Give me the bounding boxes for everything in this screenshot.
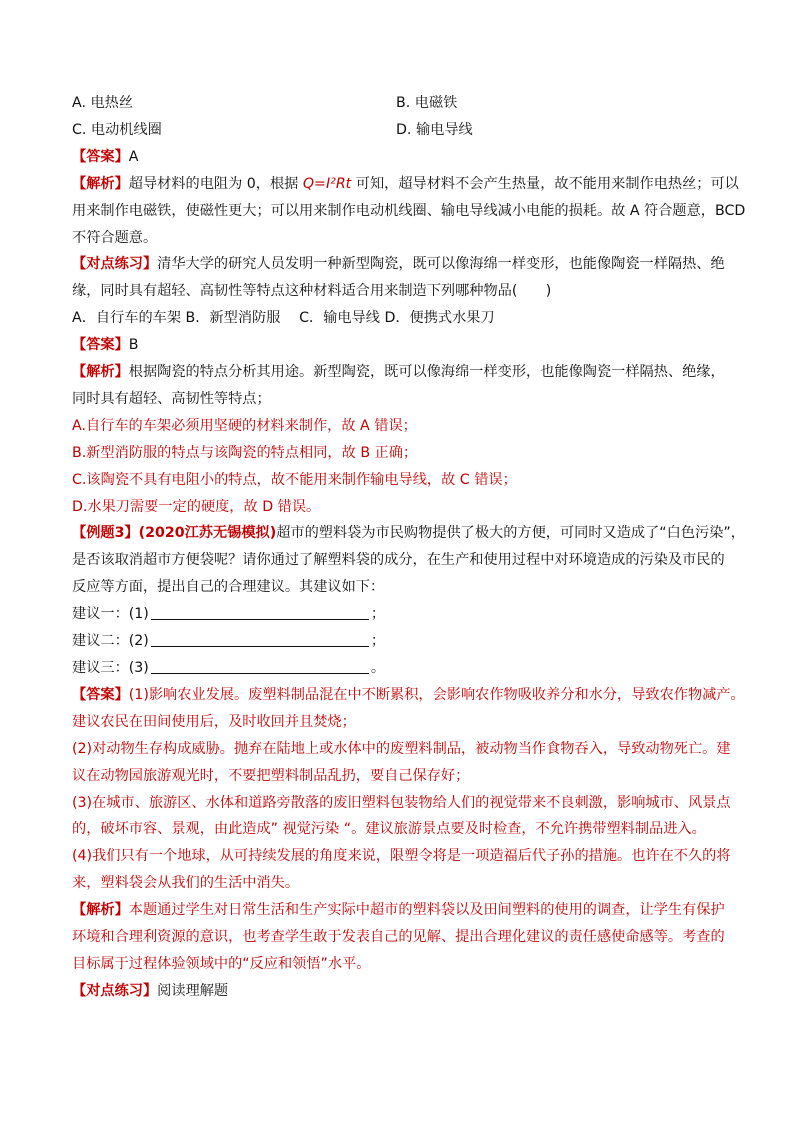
example-question-line-3: 反应等方面，提出自己的合理建议。其建议如下：	[72, 579, 385, 596]
suggestion-3: 建议三：(3) 。	[72, 655, 724, 682]
answer-blank	[151, 603, 369, 620]
example-answer-4-line-1: (4)我们只有一个地球，从可持续发展的角度来说，限塑令将是一项造福后代子孙的措施。也许在不久的将	[72, 848, 731, 865]
practice-options: A．自行车的车架 B．新型消防服 C．输电导线 D．便携式水果刀	[72, 310, 495, 327]
example-question-line-1: 【例题3】(2020江苏无锡模拟)超市的塑料袋为市民购物提供了极大的方便，可同时又造成了“白色污染”，	[72, 525, 745, 542]
analysis-line-1: 【解析】超导材料的电阻为 0，根据 Q=I²Rt 可知，超导材料不会产生热量，故不能用来制作电热丝；可以	[72, 175, 739, 192]
example-answer-3-line-2: 的，破坏市容、景观，由此造成” 视觉污染 “。建议旅游景点要及时检查，不允许携带塑料制品进入。	[72, 821, 706, 838]
example-answer-1-line-1: 【答案】(1)影响农业发展。废塑料制品混在中不断累积，会影响农作物吸收养分和水分，导致农作物减产。	[72, 686, 745, 703]
practice-label: 【对点练习】	[72, 982, 158, 999]
example-answer-2-line-1: (2)对动物生存构成威胁。抛弃在陆地上或水体中的废塑料制品，被动物当作食物吞入，导致动物死亡。建	[72, 740, 731, 757]
option-d: D. 输电导线	[396, 121, 473, 138]
option-a: A. 电热丝	[72, 95, 134, 111]
options-row-ab	[72, 90, 724, 117]
option-c: C. 电动机线圈	[72, 121, 162, 138]
answer-line	[72, 144, 724, 171]
document-content	[72, 90, 746, 1005]
analysis-line-3: 不符合题意。	[72, 229, 158, 246]
practice-analysis-c: C.该陶瓷不具有电阻小的特点，故不能用来制作输电导线，故 C 错误；	[72, 471, 517, 488]
answer-label: 【答案】	[72, 148, 129, 165]
analysis-line-2: 用来制作电磁铁，使磁性更大；可以用来制作电动机线圈、输电导线减小电能的损耗。故 A 符合题意，BCD	[72, 202, 746, 219]
example-label: 【例题3】	[72, 525, 139, 542]
analysis-label: 【解析】	[72, 175, 129, 192]
example-source: (2020江苏无锡模拟)	[138, 525, 277, 542]
options-row-cd	[72, 117, 724, 144]
answer-label: 【答案】	[72, 337, 129, 354]
option-b: B. 电磁铁	[396, 95, 458, 111]
practice-analysis-b: B.新型消防服的特点与该陶瓷的特点相同，故 B 正确；	[72, 444, 418, 461]
example-analysis-line-3: 目标属于过程体验领域中的“反应和领悟”水平。	[72, 955, 371, 972]
practice-question-line-2: 缘，同时具有超轻、高韧性等特点这种材料适合用来制造下列哪种物品( )	[72, 283, 552, 300]
example-answer-1-line-2: 建议农民在田间使用后，及时收回并且焚烧；	[72, 713, 356, 730]
answer-blank	[151, 630, 369, 647]
answer-value: B	[128, 337, 139, 354]
example-analysis-line-1: 【解析】本题通过学生对日常生活和生产实际中超市的塑料袋以及田间塑料的使用的调查，让学生有保护	[72, 902, 725, 919]
suggestion-1: 建议一：(1) ；	[72, 601, 724, 628]
practice-label: 【对点练习】	[72, 256, 158, 273]
example-answer-2-line-2: 议在动物园旅游观光时，不要把塑料制品乱扔，要自己保存好；	[72, 767, 470, 784]
practice-question-line-1: 【对点练习】清华大学的研究人员发明一种新型陶瓷，既可以像海绵一样变形，也能像陶瓷一样隔热、绝	[72, 256, 725, 273]
example-answer-4-line-2: 来，塑料袋会从我们的生活中消失。	[72, 875, 300, 892]
answer-label: 【答案】	[72, 686, 129, 703]
practice2-line: 【对点练习】阅读理解题	[72, 982, 229, 999]
answer-value: A	[128, 148, 139, 165]
practice-answer-line	[72, 332, 724, 359]
example-answer-3-line-1: (3)在城市、旅游区、水体和道路旁散落的废旧塑料包装物给人们的视觉带来不良刺激，影响城市、风景点	[72, 794, 731, 811]
practice-analysis-line-1: 【解析】根据陶瓷的特点分析其用途。新型陶瓷，既可以像海绵一样变形，也能像陶瓷一样隔热、绝缘，	[72, 364, 725, 381]
analysis-label: 【解析】	[72, 902, 129, 919]
practice-analysis-a: A.自行车的车架必须用坚硬的材料来制作，故 A 错误；	[72, 417, 417, 434]
practice-analysis-d: D.水果刀需要一定的硬度，故 D 错误。	[72, 498, 321, 515]
answer-blank	[151, 657, 369, 674]
example-analysis-line-2: 环境和合理利资源的意识，也考查学生敢于发表自己的见解、提出合理化建议的责任感使命感等。考查的	[72, 929, 725, 946]
formula: Q=I²Rt	[302, 175, 352, 192]
practice-analysis-line-2: 同时具有超轻、高韧性等特点；	[72, 390, 271, 407]
analysis-label: 【解析】	[72, 364, 129, 381]
example-question-line-2: 是否该取消超市方便袋呢？请你通过了解塑料袋的成分，在生产和使用过程中对环境造成的污染及市民的	[72, 552, 725, 569]
suggestion-2: 建议二：(2) ；	[72, 628, 724, 655]
